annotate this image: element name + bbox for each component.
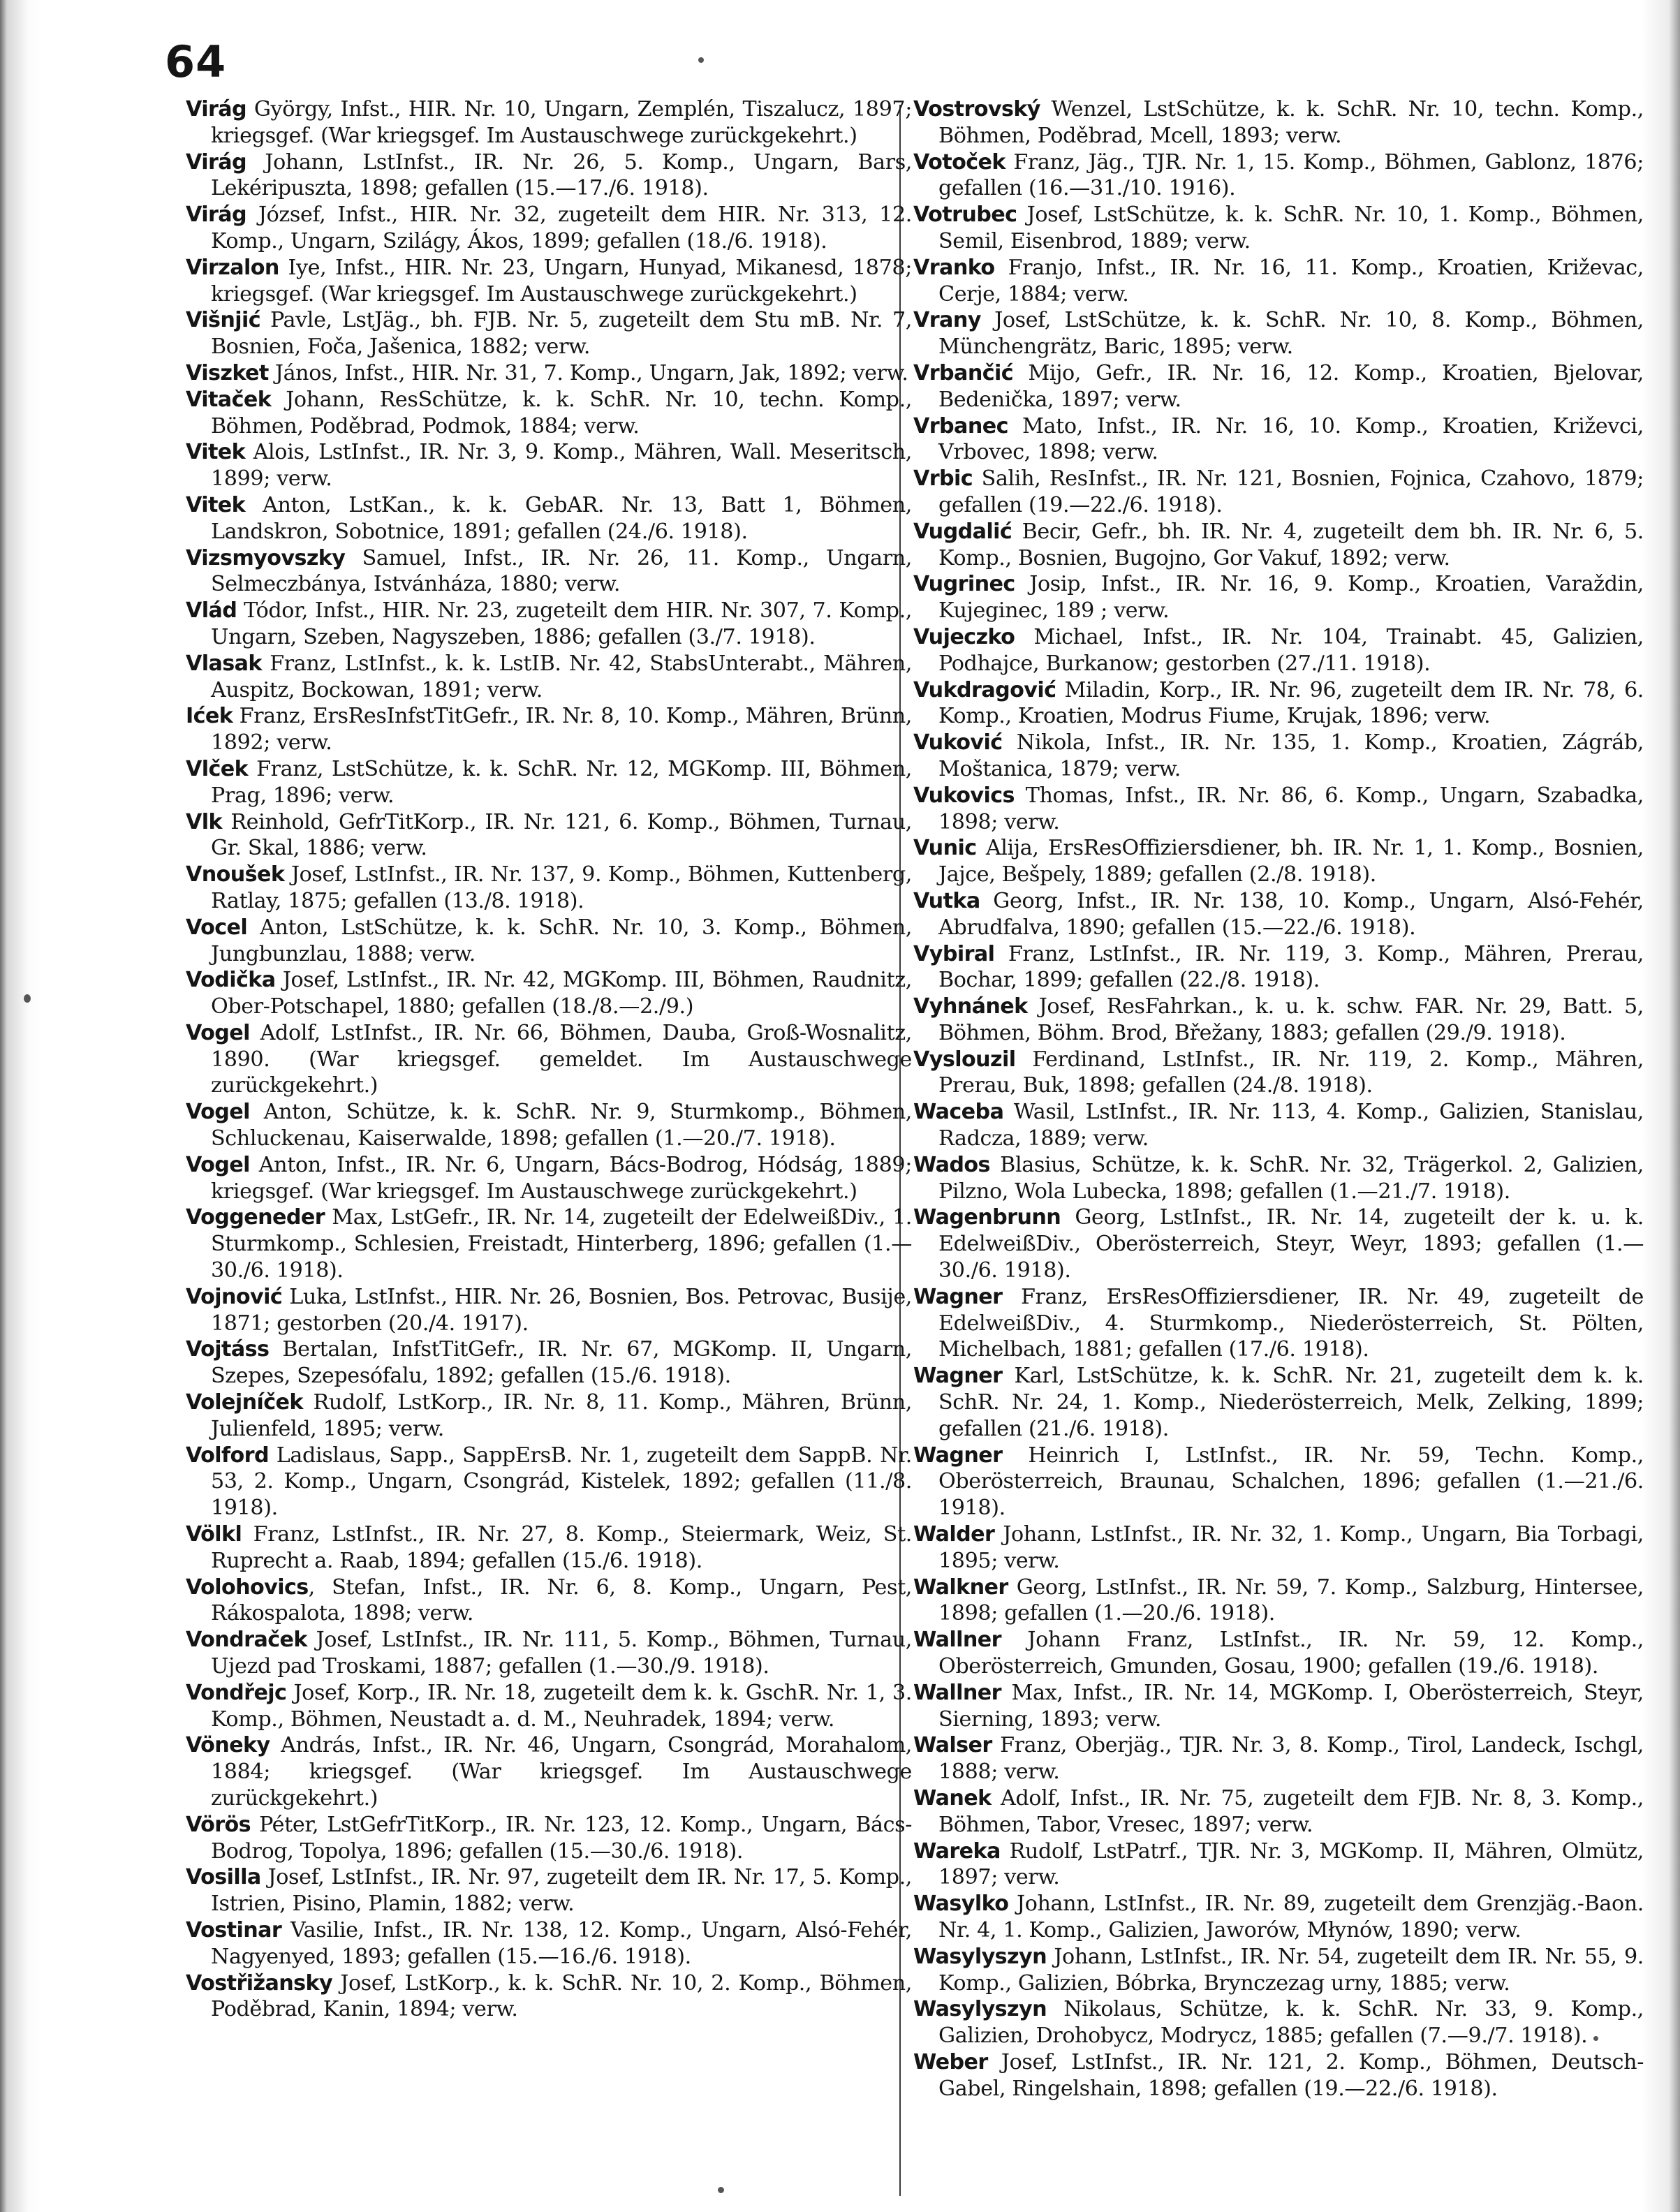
entry-surname: Vuković: [913, 730, 1003, 755]
entry-surname: Vranko: [913, 255, 995, 280]
entry-surname: Votoček: [913, 149, 1005, 175]
entry-surname: Wasylyszyn: [913, 1997, 1047, 2022]
entry-details: József, Infst., HIR. Nr. 32, zugeteilt dem HIR. Nr. 313, 12. Komp., Ungarn, Szilágy, Ákos, 1899; gefallen (18./6. 1918).: [211, 202, 912, 253]
entry-surname: Weber: [913, 2049, 988, 2074]
entry-details: Franz, Jäg., TJR. Nr. 1, 15. Komp., Böhmen, Gablonz, 1876; gefallen (16.—31./10. 1916).: [938, 149, 1644, 201]
entry-surname: Vrany: [913, 308, 981, 333]
casualty-entry: [913, 783, 1644, 836]
casualty-entry: [186, 703, 912, 756]
casualty-entry: [186, 202, 912, 255]
entry-details: Josef, LstInfst., IR. Nr. 121, 2. Komp., Böhmen, Deutsch-Gabel, Ringelshain, 1898; gefallen (19.—22./6. 1918).: [938, 2049, 1644, 2101]
entry-details: János, Infst., HIR. Nr. 31, 7. Komp., Ungarn, Jak, 1892; verw.: [268, 360, 908, 385]
entry-details: Johann, LstInfst., IR. Nr. 26, 5. Komp., Ungarn, Bars, Lekéripuszta, 1898; gefallen (15.—17./6. 1918).: [211, 149, 912, 201]
casualty-entry: [913, 466, 1644, 519]
entry-surname: Vitek: [186, 492, 246, 517]
entry-details: Georg, LstInfst., IR. Nr. 14, zugeteilt der k. u. k. EdelweißDiv., Oberösterreich, Steyr, Weyr, 1893; gefallen (1.—30./6. 1918).: [938, 1205, 1644, 1283]
casualty-entry: [186, 809, 912, 862]
entry-details: Max, Infst., IR. Nr. 14, MGKomp. I, Oberösterreich, Steyr, Sierning, 1893; verw.: [938, 1680, 1644, 1732]
casualty-entry: [186, 439, 912, 492]
entry-details: Ladislaus, Sapp., SappErsB. Nr. 1, zugeteilt dem SappB. Nr. 53, 2. Komp., Ungarn, Csongrád, Kistelek, 1892; gefallen (11./8. 1918).: [211, 1443, 912, 1521]
casualty-entry: [913, 1284, 1644, 1363]
entry-surname: Wagner: [913, 1443, 1003, 1468]
entry-surname: Vybiral: [913, 941, 995, 966]
casualty-entry: [186, 598, 912, 651]
entry-surname: Vizsmyovszky: [186, 545, 346, 570]
entry-surname: Voggeneder: [186, 1205, 325, 1230]
entry-surname: Vocel: [186, 915, 248, 940]
entry-details: Luka, LstInfst., HIR. Nr. 26, Bosnien, Bos. Petrovac, Busije, 1871; gestorben (20./4. 1917).: [211, 1284, 912, 1336]
casualty-entry: [186, 149, 912, 202]
entry-details: Josef, LstInfst., IR. Nr. 97, zugeteilt dem IR. Nr. 17, 5. Komp., Istrien, Pisino, Plamin, 1882; verw.: [211, 1865, 912, 1917]
entry-details: Johann, LstInfst., IR. Nr. 54, zugeteilt dem IR. Nr. 55, 9. Komp., Galizien, Bóbrka, Brynczezag urny, 1885; verw.: [938, 1944, 1644, 1996]
casualty-entry: [913, 624, 1644, 677]
entry-surname: Vujeczko: [913, 624, 1015, 649]
entry-details: Reinhold, GefrTitKorp., IR. Nr. 121, 6. Komp., Böhmen, Turnau, Gr. Skal, 1886; verw.: [211, 809, 912, 861]
entry-details: Josef, LstSchütze, k. k. SchR. Nr. 10, 1. Komp., Böhmen, Semil, Eisenbrod, 1889; verw.: [938, 202, 1644, 253]
entry-surname: Völkl: [186, 1522, 242, 1547]
casualty-entry: [913, 1204, 1644, 1283]
entry-details: , Stefan, Infst., IR. Nr. 6, 8. Komp., Ungarn, Pest, Rákospalota, 1898; verw.: [211, 1575, 912, 1626]
entry-surname: Wagner: [913, 1364, 1003, 1389]
entry-surname: Vogel: [186, 1100, 250, 1125]
casualty-entry: [186, 1152, 912, 1205]
casualty-entry: [186, 545, 912, 598]
casualty-entry: [913, 888, 1644, 941]
entry-surname: Volohovics: [186, 1575, 309, 1600]
entry-surname: Vostrovský: [913, 97, 1040, 121]
entry-details: Anton, LstSchütze, k. k. SchR. Nr. 10, 3. Komp., Böhmen, Jungbunzlau, 1888; verw.: [211, 915, 912, 966]
entry-surname: Volford: [186, 1443, 269, 1468]
entry-details: Nikolaus, Schütze, k. k. SchR. Nr. 33, 9. Komp., Galizien, Drohobycz, Modrycz, 1885; gefallen (7.—9./7. 1918).: [938, 1997, 1644, 2049]
entry-surname: Vörös: [186, 1812, 251, 1837]
entry-details: Josef, LstSchütze, k. k. SchR. Nr. 10, 8. Komp., Böhmen, Münchengrätz, Baric, 1895; verw.: [938, 308, 1644, 360]
entry-surname: Wareka: [913, 1838, 1001, 1864]
entry-details: Nikola, Infst., IR. Nr. 135, 1. Komp., Kroatien, Zágráb, Moštanica, 1879; verw.: [938, 730, 1644, 781]
entry-details: Iye, Infst., HIR. Nr. 23, Ungarn, Hunyad, Mikanesd, 1878; kriegsgef. (War kriegsgef. Im Austauschwege zurückgekehrt.): [211, 255, 912, 307]
casualty-entry: [913, 413, 1644, 466]
entry-details: Josef, LstInfst., IR. Nr. 111, 5. Komp., Böhmen, Turnau, Ujezd pad Troskami, 1887; gefallen (1.—30./9. 1918).: [211, 1628, 912, 1679]
casualty-entry: [913, 96, 1644, 149]
casualty-entry: [913, 1521, 1644, 1575]
entry-surname: Wasylko: [913, 1892, 1009, 1917]
entry-details: Adolf, LstInfst., IR. Nr. 66, Böhmen, Dauba, Groß-Wosnalitz, 1890. (War kriegsgef. gemeldet. Im Austauschwege zurückgekehrt.): [211, 1020, 912, 1098]
casualty-entry: [913, 1732, 1644, 1785]
entry-details: György, Infst., HIR. Nr. 10, Ungarn, Zemplén, Tiszalucz, 1897; kriegsgef. (War kriegsgef. Im Austauschwege zurückgekehrt.): [211, 97, 912, 148]
entry-surname: Vrbančić: [913, 360, 1014, 385]
entry-surname: Vogel: [186, 1020, 250, 1045]
casualty-entry: [913, 1152, 1644, 1205]
entry-details: Anton, LstKan., k. k. GebAR. Nr. 13, Batt 1, Böhmen, Landskron, Sobotnice, 1891; gefallen (24./6. 1918).: [211, 492, 912, 544]
casualty-entry: [913, 1443, 1644, 1521]
entry-surname: Vosilla: [186, 1865, 261, 1890]
entry-surname: Vogel: [186, 1152, 250, 1177]
entry-details: Miladin, Korp., IR. Nr. 96, zugeteilt dem IR. Nr. 78, 6. Komp., Kroatien, Modrus Fiume, Krujak, 1896; verw.: [938, 677, 1644, 729]
casualty-entry: [913, 730, 1644, 783]
casualty-entry: [913, 519, 1644, 572]
entry-details: Anton, Schütze, k. k. SchR. Nr. 9, Sturmkomp., Böhmen, Schluckenau, Kaiserwalde, 1898; gefallen (1.—20./7. 1918).: [211, 1100, 912, 1151]
casualty-entry: [186, 307, 912, 360]
entry-details: Franz, ErsResOffiziersdiener, IR. Nr. 49, zugeteilt de EdelweißDiv., 4. Sturmkomp., Niederösterreich, St. Pölten, Michelbach, 1881; gefallen (17./6. 1918).: [938, 1284, 1644, 1362]
casualty-entry: [913, 994, 1644, 1047]
scan-speck: [1593, 2036, 1598, 2041]
entry-details: Franz, Oberjäg., TJR. Nr. 3, 8. Komp., Tirol, Landeck, Ischgl, 1888; verw.: [938, 1733, 1644, 1785]
casualty-entry: [913, 1627, 1644, 1680]
entry-surname: Vostřižansky: [186, 1970, 333, 1996]
casualty-entry: [913, 1047, 1644, 1100]
entry-details: Adolf, Infst., IR. Nr. 75, zugeteilt dem FJB. Nr. 8, 3. Komp., Böhmen, Tabor, Vresec, 1897; verw.: [938, 1786, 1644, 1837]
casualty-entry: [913, 1785, 1644, 1838]
entry-details: Johann, ResSchütze, k. k. SchR. Nr. 10, techn. Komp., Böhmen, Poděbrad, Podmok, 1884; verw.: [211, 387, 912, 438]
entry-details: Franz, LstInfst., IR. Nr. 119, 3. Komp., Mähren, Prerau, Bochar, 1899; gefallen (22./8. 1918).: [938, 941, 1644, 993]
casualty-entry: [913, 360, 1644, 413]
entry-details: Vasilie, Infst., IR. Nr. 138, 12. Komp., Ungarn, Alsó-Fehér, Nagyenyed, 1893; gefallen (15.—16./6. 1918).: [211, 1917, 912, 1969]
casualty-entry: [186, 1812, 912, 1865]
entry-details: Rudolf, LstKorp., IR. Nr. 8, 11. Komp., Mähren, Brünn, Julienfeld, 1895; verw.: [211, 1390, 912, 1441]
entry-details: Johann, LstInfst., IR. Nr. 89, zugeteilt dem Grenzjäg.-Baon. Nr. 4, 1. Komp., Galizien, Jaworów, Młynów, 1890; verw.: [938, 1892, 1644, 1942]
entry-surname: Waceba: [913, 1100, 1004, 1125]
entry-surname: Wanek: [913, 1786, 992, 1811]
entry-details: Blasius, Schütze, k. k. SchR. Nr. 32, Trägerkol. 2, Galizien, Pilzno, Wola Lubecka, 1898; gefallen (1.—21./7. 1918).: [938, 1152, 1644, 1204]
casualty-entry: [913, 835, 1644, 888]
casualty-entry: [913, 1891, 1644, 1944]
entry-surname: Vlček: [186, 756, 249, 781]
entry-surname: Virág: [186, 97, 247, 121]
entry-surname: Vugdalić: [913, 519, 1012, 544]
casualty-entry: [186, 1627, 912, 1680]
entry-details: Wasil, LstInfst., IR. Nr. 113, 4. Komp., Galizien, Stanislau, Radcza, 1889; verw.: [938, 1100, 1644, 1151]
entry-surname: Vukovics: [913, 783, 1015, 808]
casualty-entry: [186, 1970, 912, 2023]
casualty-entry: [186, 967, 912, 1020]
casualty-entry: [186, 1864, 912, 1917]
scan-speck: [24, 994, 31, 1003]
entry-details: Péter, LstGefrTitKorp., IR. Nr. 123, 12. Komp., Ungarn, Bács-Bodrog, Topolya, 1896; gefallen (15.—30./6. 1918).: [211, 1812, 912, 1864]
entry-surname: Vrbanec: [913, 413, 1008, 438]
scan-speck: [718, 2187, 724, 2193]
entry-surname: Vlk: [186, 809, 222, 834]
entry-details: Josip, Infst., IR. Nr. 16, 9. Komp., Kroatien, Varaždin, Kujeginec, 189 ; verw.: [938, 572, 1644, 624]
entry-details: Salih, ResInfst., IR. Nr. 121, Bosnien, Fojnica, Czahovo, 1879; gefallen (19.—22./6. 1918).: [938, 466, 1644, 517]
right-column: [913, 96, 1644, 2191]
entry-details: Josef, LstInfst., IR. Nr. 42, MGKomp. III, Böhmen, Raudnitz, Ober-Potschapel, 1880; gefallen (18./8.—2./9.): [211, 968, 912, 1019]
entry-details: Bertalan, InfstTitGefr., IR. Nr. 67, MGKomp. II, Ungarn, Szepes, Szepesófalu, 1892; gefallen (15./6. 1918).: [211, 1337, 912, 1389]
entry-details: Rudolf, LstPatrf., TJR. Nr. 3, MGKomp. II, Mähren, Olmütz, 1897; verw.: [938, 1838, 1644, 1890]
entry-surname: Virzalon: [186, 255, 279, 280]
entry-surname: Višnjić: [186, 308, 261, 333]
casualty-entry: [186, 1917, 912, 1970]
casualty-entry: [186, 1680, 912, 1733]
casualty-entry: [913, 1099, 1644, 1152]
left-column: [186, 96, 912, 2191]
entry-surname: Vondraček: [186, 1628, 307, 1653]
entry-details: Josef, ResFahrkan., k. u. k. schw. FAR. Nr. 29, Batt. 5, Böhmen, Böhm. Brod, Břežany, 1883; gefallen (29./9. 1918).: [938, 994, 1644, 1045]
entry-surname: Wados: [913, 1152, 990, 1177]
entry-surname: Virág: [186, 149, 247, 175]
entry-surname: Vugrinec: [913, 572, 1015, 597]
entry-details: Karl, LstSchütze, k. k. SchR. Nr. 21, zugeteilt dem k. k. SchR. Nr. 24, 1. Komp., Niederösterreich, Melk, Zelking, 1899; gefallen (21./6. 1918).: [938, 1364, 1644, 1441]
entry-details: Max, LstGefr., IR. Nr. 14, zugeteilt der EdelweißDiv., 1. Sturmkomp., Schlesien, Freistadt, Hinterberg, 1896; gefallen (1.—30./6. 1918).: [211, 1205, 912, 1283]
entry-surname: Vlád: [186, 598, 237, 624]
casualty-entry: [913, 677, 1644, 730]
casualty-entry: [186, 756, 912, 809]
entry-details: Alija, ErsResOffiziersdiener, bh. IR. Nr. 1, 1. Komp., Bosnien, Jajce, Bešpely, 1889; gefallen (2./8. 1918).: [938, 836, 1644, 887]
entry-surname: Walder: [913, 1522, 995, 1547]
casualty-entry: [913, 1944, 1644, 1997]
casualty-entry: [913, 2049, 1644, 2102]
entry-details: Franz, LstSchütze, k. k. SchR. Nr. 12, MGKomp. III, Böhmen, Prag, 1896; verw.: [211, 756, 912, 808]
casualty-entry: [186, 255, 912, 308]
entry-details: Georg, Infst., IR. Nr. 138, 10. Komp., Ungarn, Alsó-Fehér, Abrudfalva, 1890; gefallen (15.—22./6. 1918).: [938, 888, 1644, 940]
entry-surname: Wagenbrunn: [913, 1205, 1061, 1230]
entry-details: Josef, Korp., IR. Nr. 18, zugeteilt dem k. k. GschR. Nr. 1, 3. Komp., Böhmen, Neustadt a. d. M., Neuhradek, 1894; verw.: [211, 1680, 912, 1732]
entry-surname: Ićek: [186, 704, 233, 729]
entry-surname: Vlasak: [186, 651, 262, 676]
entry-surname: Vondřejc: [186, 1680, 287, 1705]
entry-details: Wenzel, LstSchütze, k. k. SchR. Nr. 10, techn. Komp., Böhmen, Poděbrad, Mcell, 1893; verw.: [938, 97, 1644, 148]
casualty-entry: [913, 149, 1644, 202]
casualty-entry: [186, 1389, 912, 1443]
casualty-entry: [913, 1575, 1644, 1628]
entry-details: Samuel, Infst., IR. Nr. 26, 11. Komp., Ungarn, Selmeczbánya, Istvánháza, 1880; verw.: [211, 545, 912, 597]
entry-details: Franz, LstInfst., k. k. LstIB. Nr. 42, StabsUnterabt., Mähren, Auspitz, Bockowan, 1891; verw.: [211, 651, 912, 702]
casualty-entry: [186, 387, 912, 440]
entry-surname: Vrbic: [913, 466, 973, 492]
entry-surname: Wagner: [913, 1284, 1003, 1309]
entry-surname: Vitek: [186, 440, 246, 465]
entry-surname: Vostinar: [186, 1917, 282, 1942]
entry-details: Franz, LstInfst., IR. Nr. 27, 8. Komp., Steiermark, Weiz, St. Ruprecht a. Raab, 1894; gefallen (15./6. 1918).: [211, 1522, 912, 1573]
casualty-entry: [913, 1996, 1644, 2049]
casualty-entry: [913, 202, 1644, 255]
entry-details: Mato, Infst., IR. Nr. 16, 10. Komp., Kroatien, Križevci, Vrbovec, 1898; verw.: [938, 413, 1644, 465]
entry-details: Thomas, Infst., IR. Nr. 86, 6. Komp., Ungarn, Szabadka, 1898; verw.: [938, 783, 1644, 834]
entry-surname: Vunic: [913, 836, 977, 861]
casualty-entry: [913, 1363, 1644, 1442]
entry-surname: Vyhnánek: [913, 994, 1028, 1019]
entry-surname: Vyslouzil: [913, 1047, 1016, 1072]
casualty-entry: [913, 571, 1644, 624]
casualty-entry: [186, 1443, 912, 1521]
entry-details: Pavle, LstJäg., bh. FJB. Nr. 5, zugeteilt dem Stu mB. Nr. 7, Bosnien, Foča, Jašenica, 1882; verw.: [211, 308, 912, 360]
entry-details: Johann Franz, LstInfst., IR. Nr. 59, 12. Komp., Oberösterreich, Gmunden, Gosau, 1900; gefallen (19./6. 1918).: [938, 1628, 1644, 1679]
casualty-entry: [186, 915, 912, 968]
entry-details: Mijo, Gefr., IR. Nr. 16, 12. Komp., Kroatien, Bjelovar, Bedenička, 1897; verw.: [938, 360, 1644, 412]
casualty-entry: [913, 255, 1644, 308]
casualty-entry: [186, 96, 912, 149]
entry-details: Tódor, Infst., HIR. Nr. 23, zugeteilt dem HIR. Nr. 307, 7. Komp., Ungarn, Szeben, Nagyszeben, 1886; gefallen (3./7. 1918).: [211, 598, 912, 649]
casualty-entry: [913, 307, 1644, 360]
entry-surname: Wallner: [913, 1680, 1001, 1705]
casualty-entry: [186, 1575, 912, 1628]
casualty-entry: [913, 1680, 1644, 1733]
entry-details: Josef, LstInfst., IR. Nr. 137, 9. Komp., Böhmen, Kuttenberg, Ratlay, 1875; gefallen (13./8. 1918).: [211, 862, 912, 913]
entry-surname: Vnoušek: [186, 862, 285, 887]
entry-details: Johann, LstInfst., IR. Nr. 32, 1. Komp., Ungarn, Bia Torbagi, 1895; verw.: [938, 1522, 1644, 1573]
entry-surname: Votrubec: [913, 202, 1017, 228]
entry-surname: Vojtáss: [186, 1337, 270, 1362]
entry-surname: Walkner: [913, 1575, 1008, 1600]
casualty-entry: [186, 492, 912, 545]
entry-surname: Walser: [913, 1733, 992, 1758]
entry-details: András, Infst., IR. Nr. 46, Ungarn, Csongrád, Morahalom, 1884; kriegsgef. (War kriegsgef. Im Austauschwege zurückgekehrt.): [211, 1733, 912, 1811]
casualty-entry: [186, 360, 912, 387]
entry-surname: Viszket: [186, 360, 269, 385]
entry-surname: Volejníček: [186, 1390, 303, 1415]
casualty-entry: [186, 651, 912, 704]
casualty-entry: [913, 1838, 1644, 1892]
entry-details: Michael, Infst., IR. Nr. 104, Trainabt. 45, Galizien, Podhajce, Burkanow; gestorben (27./11. 1918).: [938, 624, 1644, 676]
entry-details: Heinrich I, LstInfst., IR. Nr. 59, Techn. Komp., Oberösterreich, Braunau, Schalchen, 1896; gefallen (1.—21./6. 1918).: [938, 1443, 1644, 1521]
scan-speck: [698, 57, 704, 63]
casualty-entry: [186, 1284, 912, 1337]
entry-details: Becir, Gefr., bh. IR. Nr. 4, zugeteilt dem bh. IR. Nr. 6, 5. Komp., Bosnien, Bugojno, Gor Vakuf, 1892; verw.: [938, 519, 1644, 570]
entry-details: Franjo, Infst., IR. Nr. 16, 11. Komp., Kroatien, Križevac, Cerje, 1884; verw.: [938, 255, 1644, 307]
entry-surname: Virág: [186, 202, 247, 228]
entry-details: Franz, ErsResInfstTitGefr., IR. Nr. 8, 10. Komp., Mähren, Brünn, 1892; verw.: [211, 704, 912, 755]
entry-details: Anton, Infst., IR. Nr. 6, Ungarn, Bács-Bodrog, Hódság, 1889; kriegsgef. (War kriegsgef. Im Austauschwege zurückgekehrt.): [211, 1152, 912, 1204]
entry-details: Josef, LstKorp., k. k. SchR. Nr. 10, 2. Komp., Böhmen, Poděbrad, Kanin, 1894; verw.: [211, 1970, 912, 2022]
entry-surname: Vojnović: [186, 1284, 283, 1309]
entry-surname: Wasylyszyn: [913, 1944, 1047, 1969]
casualty-entry: [186, 862, 912, 915]
entry-surname: Vitaček: [186, 387, 272, 412]
casualty-entry: [186, 1204, 912, 1283]
casualty-entry: [186, 1521, 912, 1575]
entry-details: Ferdinand, LstInfst., IR. Nr. 119, 2. Komp., Mähren, Prerau, Buk, 1898; gefallen (24./8. 1918).: [938, 1047, 1644, 1098]
casualty-entry: [186, 1336, 912, 1389]
page-number: 64: [165, 36, 227, 87]
entry-surname: Wallner: [913, 1628, 1001, 1653]
entry-surname: Vutka: [913, 888, 980, 913]
casualty-entry: [913, 941, 1644, 994]
entry-surname: Vukdragović: [913, 677, 1056, 702]
entry-surname: Vöneky: [186, 1733, 270, 1758]
entry-surname: Vodička: [186, 968, 276, 993]
casualty-entry: [186, 1732, 912, 1811]
entry-details: Alois, LstInfst., IR. Nr. 3, 9. Komp., Mähren, Wall. Meseritsch, 1899; verw.: [211, 440, 912, 492]
entry-details: Georg, LstInfst., IR. Nr. 59, 7. Komp., Salzburg, Hintersee, 1898; gefallen (1.—20./6. 1918).: [938, 1575, 1644, 1626]
casualty-entry: [186, 1020, 912, 1099]
casualty-entry: [186, 1099, 912, 1152]
